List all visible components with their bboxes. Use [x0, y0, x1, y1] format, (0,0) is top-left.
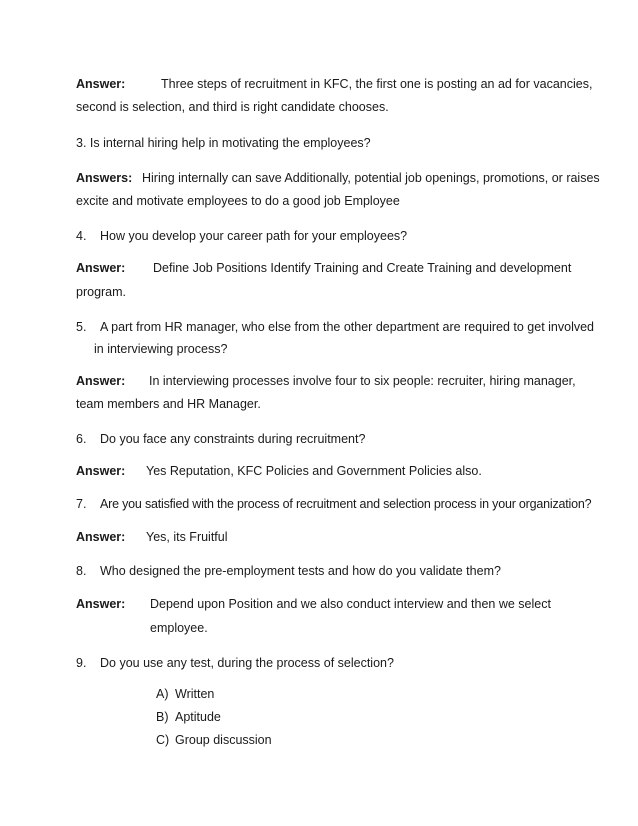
answer-label: Answer: [76, 261, 126, 275]
answer-text-line: Define Job Positions Identify Training and Create Training and development [153, 261, 572, 275]
answer-text-line: employee. [150, 621, 208, 635]
answer-text-line: second is selection, and third is right candidate chooses. [76, 100, 389, 114]
question-number: 5. [76, 320, 87, 334]
answer-text-line: program. [76, 285, 127, 299]
option-letter: B) [156, 710, 169, 724]
option-text: Group discussion [175, 733, 272, 747]
answer-text-line: In interviewing processes involve four to six people: recruiter, hiring manager, [149, 374, 576, 388]
option-text: Written [175, 687, 215, 701]
answer-text-line: Three steps of recruitment in KFC, the first one is posting an ad for vacancies, [161, 77, 593, 91]
answer-text: Yes Reputation, KFC Policies and Government Policies also. [146, 464, 482, 478]
question-7: Are you satisfied with the process of recruitment and selection process in your organization? [100, 497, 592, 511]
question-9: Do you use any test, during the process of selection? [100, 656, 394, 670]
question-number: 9. [76, 656, 87, 670]
answer-text: Yes, its Fruitful [146, 530, 228, 544]
answer-text-line: team members and HR Manager. [76, 397, 261, 411]
question-5-line: A part from HR manager, who else from the other department are required to get involved [100, 320, 595, 334]
answer-label: Answers: [76, 171, 133, 185]
answer-label: Answer: [76, 77, 126, 91]
answer-label: Answer: [76, 374, 126, 388]
question-number: 7. [76, 497, 87, 511]
answer-label: Answer: [76, 464, 126, 478]
question-3: 3. Is internal hiring help in motivating the employees? [76, 136, 371, 150]
option-letter: C) [156, 733, 170, 747]
question-number: 4. [76, 229, 87, 243]
question-5-line: in interviewing process? [94, 342, 228, 356]
option-text: Aptitude [175, 710, 221, 724]
option-letter: A) [156, 687, 169, 701]
question-8: Who designed the pre-employment tests and how do you validate them? [100, 564, 501, 578]
answer-text-line: Hiring internally can save Additionally, potential job openings, promotions, or raises [142, 171, 600, 185]
question-6: Do you face any constraints during recruitment? [100, 432, 366, 446]
question-number: 6. [76, 432, 87, 446]
answer-text-line: excite and motivate employees to do a good job Employee [76, 194, 400, 208]
question-number: 8. [76, 564, 87, 578]
answer-label: Answer: [76, 597, 126, 611]
answer-label: Answer: [76, 530, 126, 544]
answer-text-line: Depend upon Position and we also conduct interview and then we select [150, 597, 551, 611]
question-4: How you develop your career path for your employees? [100, 229, 408, 243]
